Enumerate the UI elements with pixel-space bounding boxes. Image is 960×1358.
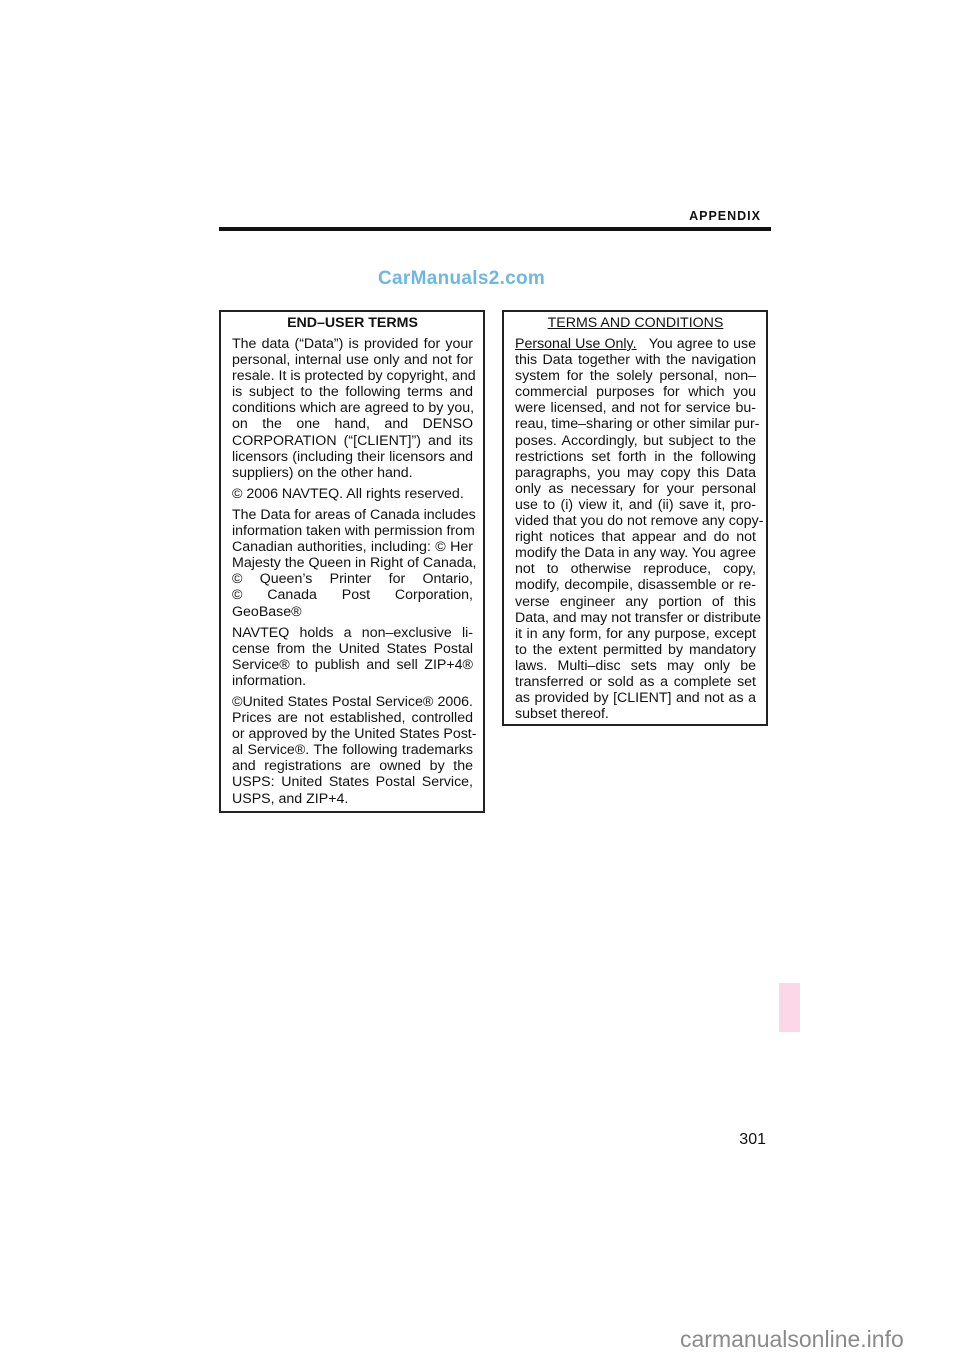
terms-and-conditions-title: TERMS AND CONDITIONS (547, 315, 724, 331)
text-line: NAVTEQ holds a non–exclusive li- (232, 624, 473, 641)
text-line: poses. Accordingly, but subject to the (515, 432, 756, 449)
text-line: transferred or sold as a complete set (515, 673, 756, 690)
text-line: © 2006 NAVTEQ. All rights reserved. (232, 485, 464, 502)
text-line: The data (“Data”) is provided for your (232, 336, 473, 352)
text-line: right notices that appear and do not (515, 529, 756, 546)
text-line: © Queen’s Printer for Ontario, (232, 571, 473, 588)
terms-paragraph (232, 486, 473, 502)
text-line: or approved by the United States Post- (232, 726, 477, 743)
page-number: 301 (739, 1131, 766, 1148)
terms-body-lines (515, 352, 764, 723)
terms-and-conditions-box (502, 310, 768, 726)
text-line: laws. Multi–disc sets may only be (515, 657, 756, 674)
text-line: subset thereof. (515, 706, 609, 723)
text-line: CORPORATION (“[CLIENT]”) and its (232, 432, 473, 449)
text-line: The Data for areas of Canada includes (232, 506, 476, 523)
text-line: as provided by [CLIENT] and not as a (515, 690, 756, 707)
text-line: vided that you do not remove any copy- (515, 513, 764, 530)
text-line: not to otherwise reproduce, copy, (515, 561, 756, 578)
personal-use-heading: Personal Use Only. (515, 336, 637, 352)
text-line: Data, and may not transfer or distribute (515, 609, 762, 626)
text-line (515, 336, 756, 352)
text-line: suppliers) on the other hand. (232, 464, 413, 481)
footer-site: carmanualsonline.info (680, 1326, 904, 1352)
terms-paragraph (232, 625, 473, 689)
text-line: cense from the United States Postal (232, 640, 473, 657)
end-user-terms-box (219, 310, 485, 813)
text-fragment: You agree to use (648, 336, 757, 352)
header-rule (219, 227, 771, 231)
text-line: were licensed, and not for service bu- (515, 400, 756, 417)
terms-paragraph (515, 336, 764, 723)
section-header: APPENDIX (689, 209, 761, 223)
text-line: Prices are not established, controlled (232, 710, 473, 727)
text-line: licensors (including their licensors and (232, 448, 473, 465)
text-line: conditions which are agreed to by you, (232, 400, 475, 417)
text-line: USPS, and ZIP+4. (232, 790, 349, 807)
text-line: Majesty the Queen in Right of Canada, (232, 555, 477, 572)
text-line: Service® to publish and sell ZIP+4® (232, 656, 473, 673)
text-line: verse engineer any portion of this (515, 593, 756, 610)
text-line: ©United States Postal Service® 2006. (232, 693, 473, 710)
end-user-terms-body (232, 336, 477, 807)
text-line: al Service®. The following trademarks (232, 742, 473, 759)
text-line: resale. It is protected by copyright, and (232, 368, 476, 385)
terms-paragraph (232, 693, 477, 807)
text-line: it in any form, for any purpose, except (515, 625, 756, 642)
text-line: Canadian authorities, including: © Her (232, 539, 473, 556)
section-tab (779, 983, 800, 1032)
text-line: information taken with permission from (232, 523, 475, 540)
text-line: USPS: United States Postal Service, (232, 774, 473, 791)
text-line: restrictions set forth in the following (515, 448, 756, 465)
watermark: CarManuals2.com (378, 268, 546, 289)
text-line: this Data together with the navigation (515, 352, 756, 369)
text-line: paragraphs, you may copy this Data (515, 464, 756, 481)
text-line: personal, internal use only and not for (232, 352, 473, 369)
text-line: GeoBase® (232, 603, 302, 620)
text-line: modify, decompile, disassemble or re- (515, 577, 756, 594)
text-line: commercial purposes for which you (515, 384, 756, 401)
text-line: is subject to the following terms and (232, 384, 473, 401)
terms-paragraph (232, 336, 476, 481)
text-line: system for the solely personal, non– (515, 368, 756, 385)
text-line: and registrations are owned by the (232, 758, 473, 775)
text-line: on the one hand, and DENSO (232, 416, 473, 433)
text-line: modify the Data in any way. You agree (515, 545, 757, 562)
text-line: only as necessary for your personal (515, 480, 756, 497)
terms-paragraph (232, 506, 477, 620)
text-line: © Canada Post Corporation, (232, 587, 473, 604)
text-line: use to (i) view it, and (ii) save it, pro- (515, 496, 756, 513)
text-line: information. (232, 672, 307, 689)
text-line: to the extent permitted by mandatory (515, 641, 756, 658)
text-line: reau, time–sharing or other similar pur- (515, 416, 760, 433)
end-user-terms-title: END–USER TERMS (287, 315, 418, 331)
